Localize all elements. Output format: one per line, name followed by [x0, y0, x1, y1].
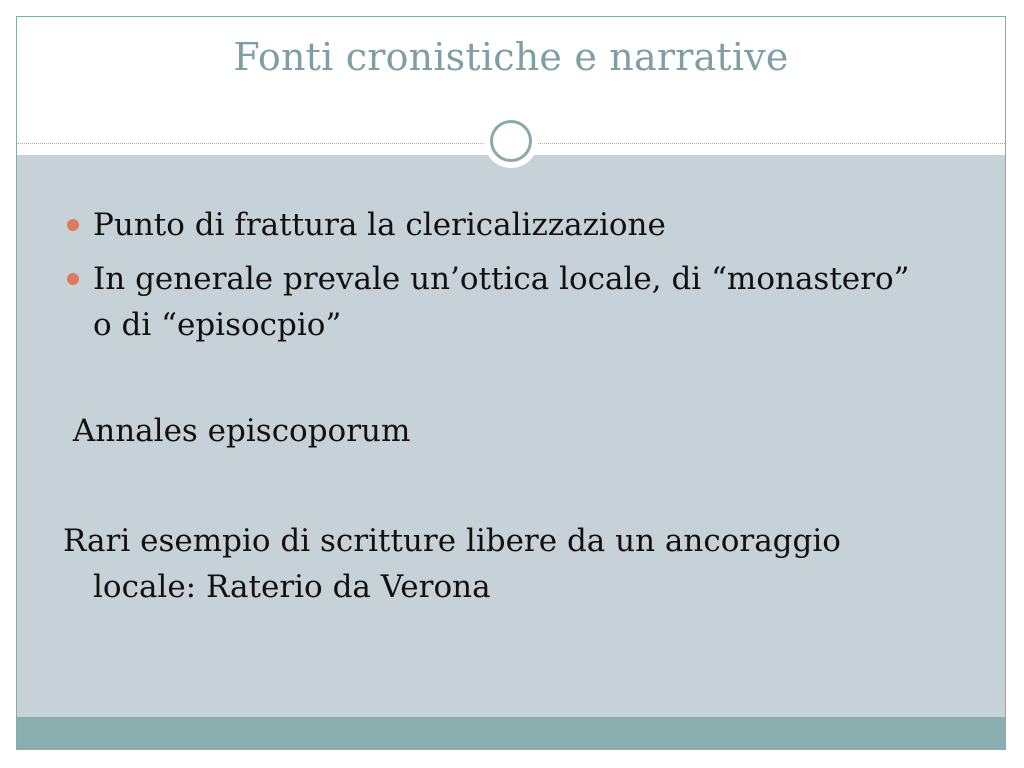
bullet-item-2-line-1: In generale prevale un’ottica locale, di “monastero” [93, 261, 910, 297]
slide-title: Fonti cronistiche e narrative [233, 35, 789, 79]
bullet-item-1: Punto di frattura la clericalizzazione [93, 207, 666, 243]
paragraph-rari-line-1: Rari esempio di scritture libere da un ancoraggio [63, 523, 841, 559]
bullet-dot-icon [67, 219, 79, 231]
bullet-dot-icon [67, 273, 79, 285]
bullet-item-2-line-2: o di “episocpio” [93, 307, 342, 343]
footer-bar [17, 717, 1005, 750]
paragraph-rari-line-2: locale: Raterio da Verona [93, 569, 491, 605]
slide [16, 16, 1006, 750]
content-area [17, 155, 1005, 717]
circle-ornament-icon [484, 114, 538, 168]
circle-ring [490, 120, 532, 162]
paragraph-annales: Annales episcoporum [63, 413, 411, 449]
